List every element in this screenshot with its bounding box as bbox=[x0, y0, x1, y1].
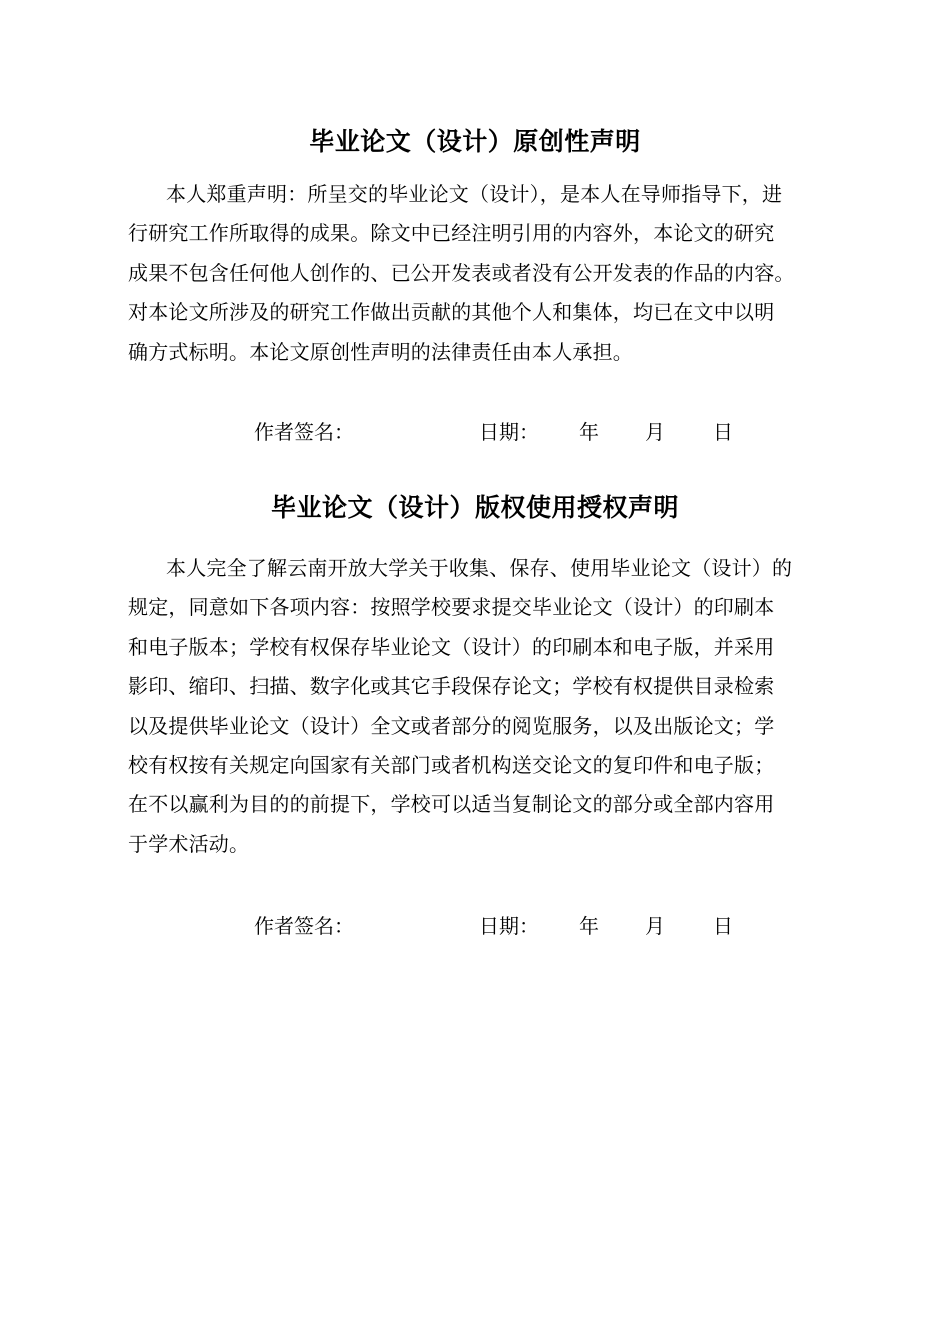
copyright-signature-row bbox=[0, 911, 950, 941]
copyright-statement bbox=[128, 549, 888, 864]
month-label: 月 bbox=[645, 914, 665, 938]
copyright-line: 和电子版本；学校有权保存毕业论文（设计）的印刷本和电子版，并采用 bbox=[128, 634, 775, 659]
day-label: 日 bbox=[713, 914, 733, 938]
year-label: 年 bbox=[579, 914, 599, 938]
date-label: 日期： bbox=[479, 914, 539, 938]
copyright-line: 于学术活动。 bbox=[128, 831, 250, 856]
copyright-line: 以及提供毕业论文（设计）全文或者部分的阅览服务，以及出版论文；学 bbox=[128, 713, 775, 738]
year-label: 年 bbox=[579, 420, 599, 444]
originality-title: 毕业论文（设计）原创性声明 bbox=[309, 127, 641, 156]
author-signature-label: 作者签名： bbox=[254, 914, 354, 938]
copyright-line: 本人完全了解云南开放大学关于收集、保存、使用毕业论文（设计）的 bbox=[166, 556, 793, 580]
originality-line: 对本论文所涉及的研究工作做出贡献的其他个人和集体，均已在文中以明 bbox=[128, 300, 775, 325]
author-signature-label: 作者签名： bbox=[254, 420, 354, 444]
day-label: 日 bbox=[713, 420, 733, 444]
originality-line: 本人郑重声明：所呈交的毕业论文（设计），是本人在导师指导下，进 bbox=[166, 182, 783, 206]
originality-line: 成果不包含任何他人创作的、已公开发表或者没有公开发表的作品的内容。 bbox=[128, 260, 795, 285]
originality-line: 行研究工作所取得的成果。除文中已经注明引用的内容外，本论文的研究 bbox=[128, 221, 775, 246]
month-label: 月 bbox=[645, 420, 665, 444]
originality-line: 确方式标明。本论文原创性声明的法律责任由本人承担。 bbox=[128, 339, 633, 364]
originality-statement bbox=[128, 175, 888, 372]
date-label: 日期： bbox=[479, 420, 539, 444]
copyright-line: 校有权按有关规定向国家有关部门或者机构送交论文的复印件和电子版； bbox=[128, 752, 775, 777]
copyright-line: 影印、缩印、扫描、数字化或其它手段保存论文；学校有权提供目录检索 bbox=[128, 674, 775, 699]
copyright-line: 在不以赢利为目的的前提下，学校可以适当复制论文的部分或全部内容用 bbox=[128, 792, 775, 817]
copyright-title: 毕业论文（设计）版权使用授权声明 bbox=[270, 493, 679, 522]
originality-signature-row bbox=[0, 417, 950, 447]
copyright-line: 规定，同意如下各项内容：按照学校要求提交毕业论文（设计）的印刷本 bbox=[128, 595, 775, 620]
